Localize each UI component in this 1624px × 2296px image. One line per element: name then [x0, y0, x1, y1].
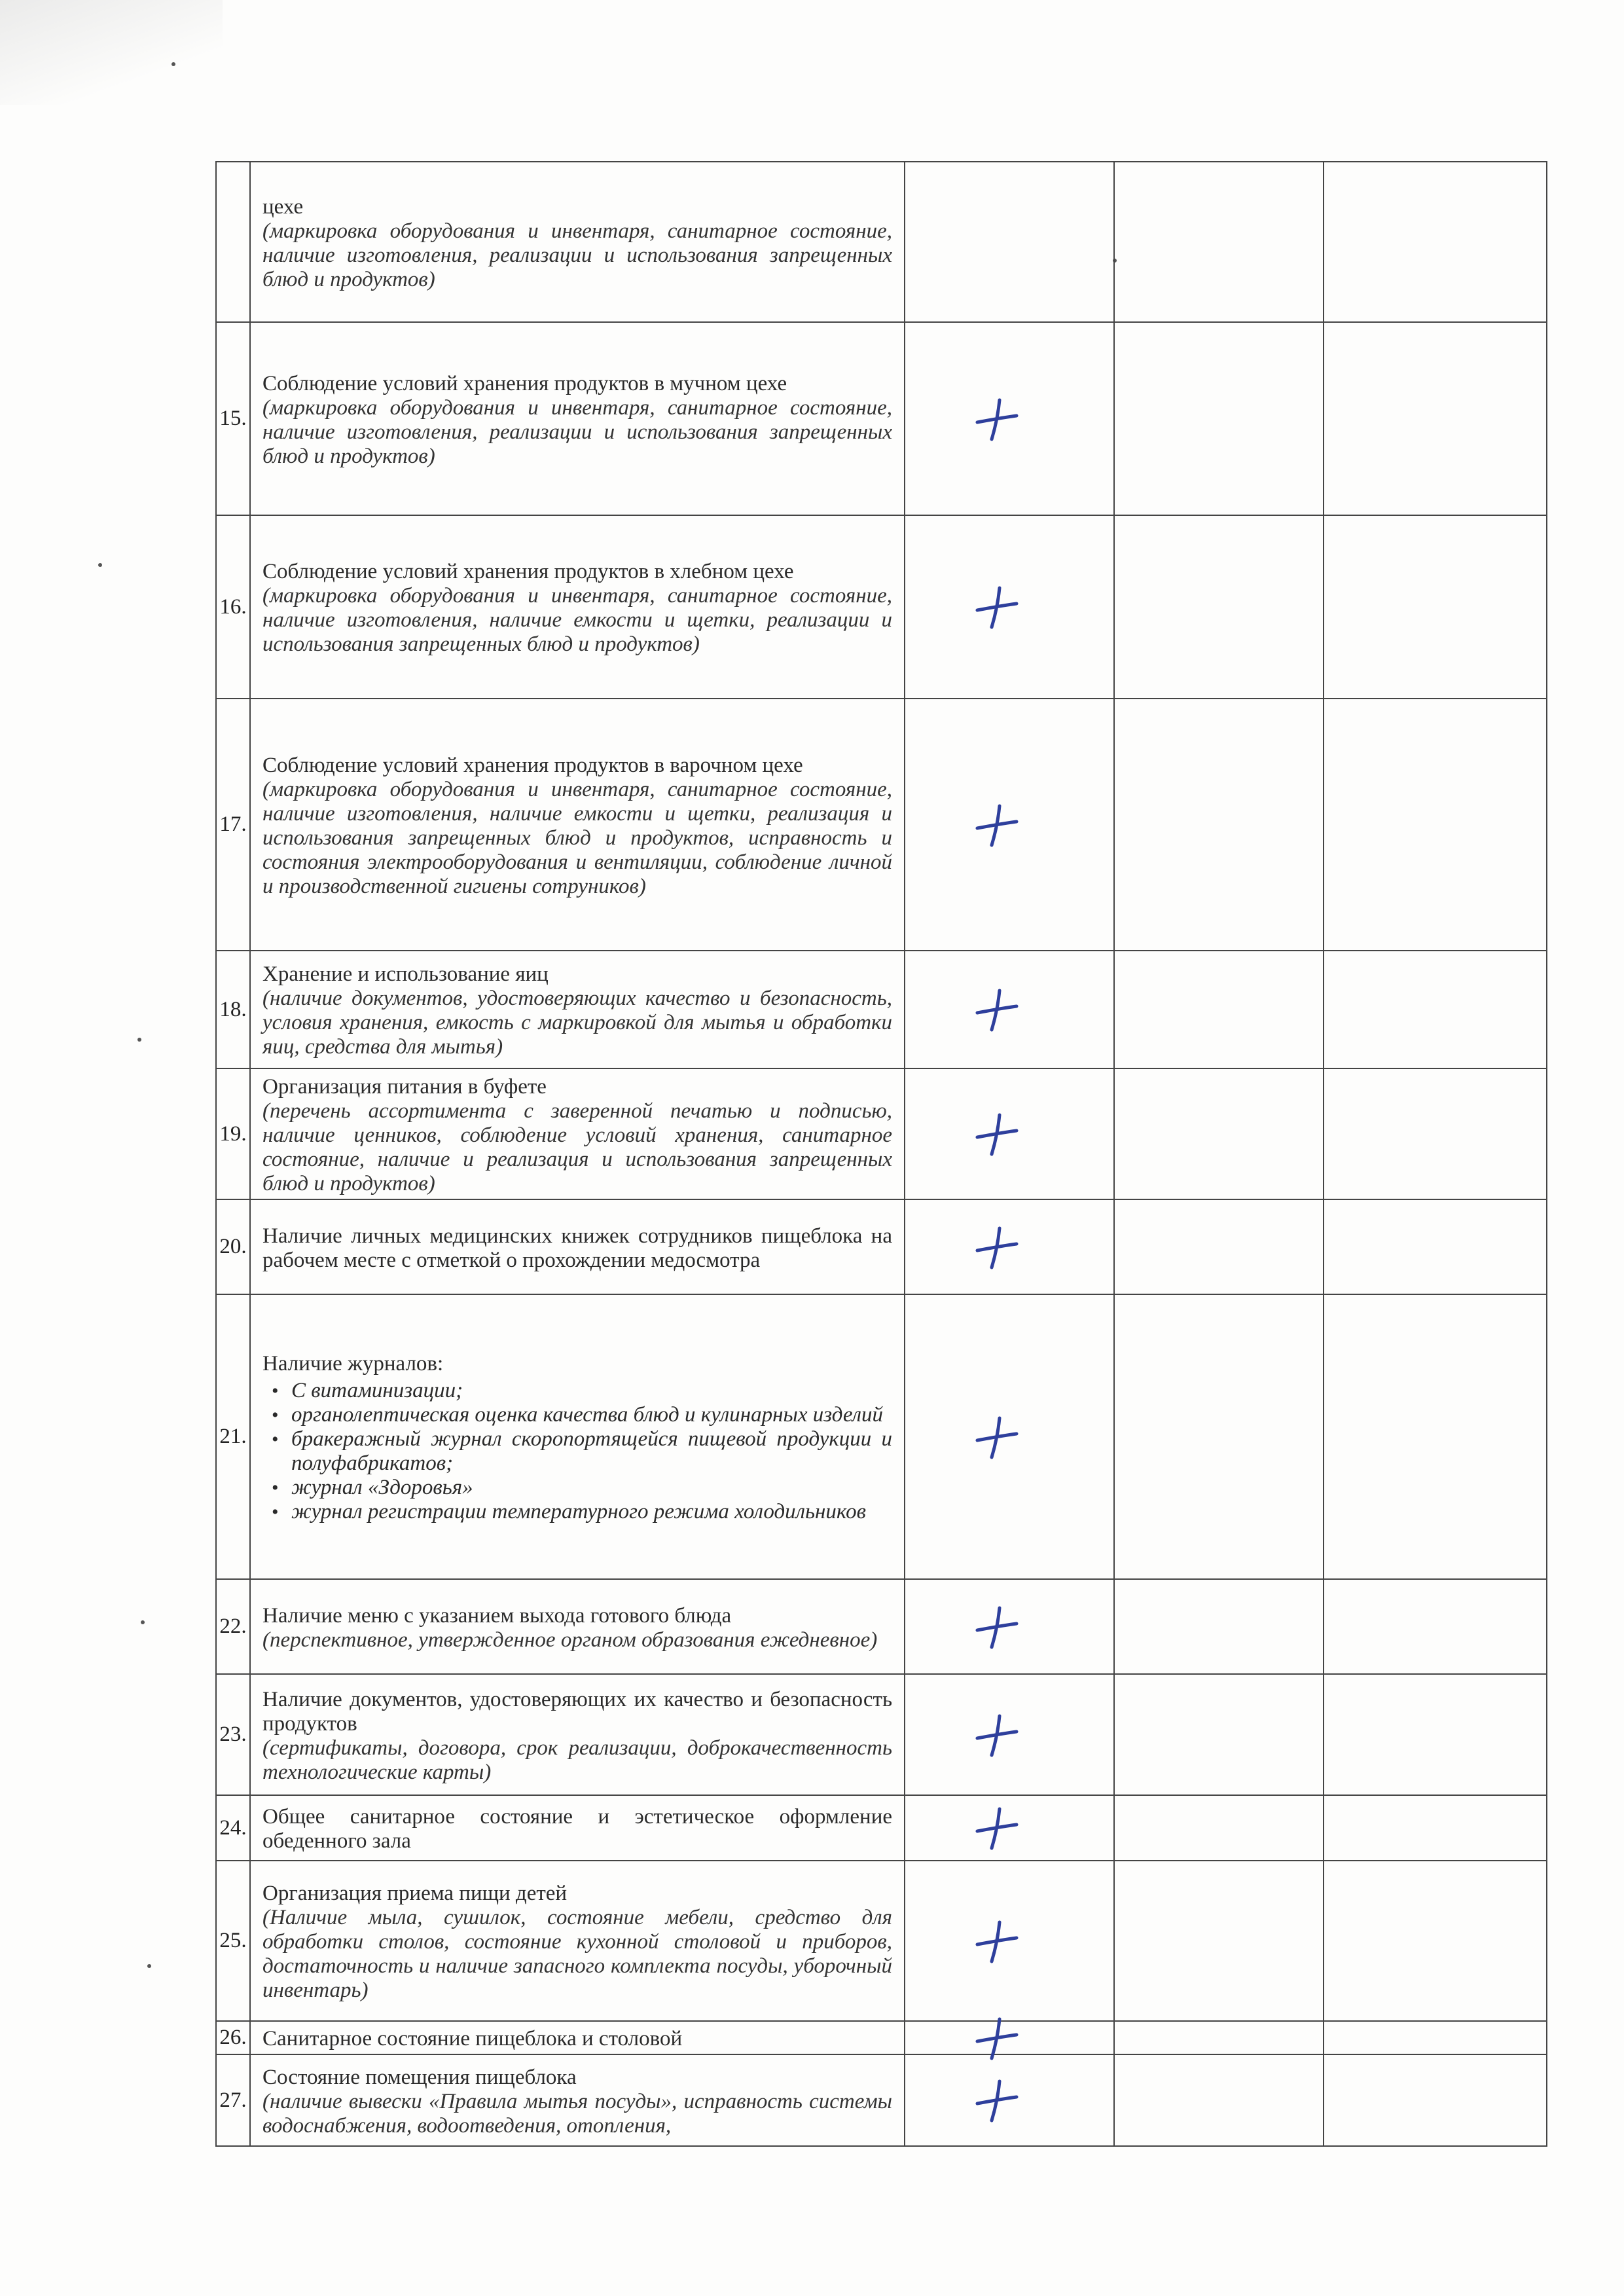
row-number: 22.: [216, 1579, 250, 1674]
scan-speck: [147, 1964, 151, 1968]
compliance-no-cell: [1114, 1068, 1324, 1199]
requirement-cell: [250, 699, 905, 951]
remarks-cell: [1324, 162, 1547, 322]
requirement-title: Организация питания в буфете: [262, 1074, 547, 1099]
requirement-cell: [250, 2054, 905, 2146]
remarks-cell: [1324, 951, 1547, 1068]
compliance-yes-cell: [905, 2021, 1114, 2054]
scan-speck: [171, 62, 175, 66]
requirement-cell: [250, 1199, 905, 1294]
journal-list-item: • органолептическая оценка качества блюд и кулинарных изделий: [291, 1403, 892, 1427]
compliance-yes-cell: [905, 1861, 1114, 2021]
compliance-no-cell: [1114, 951, 1324, 1068]
requirement-details: (перспективное, утвержденное органом образования ежедневное): [262, 1628, 878, 1652]
compliance-yes-cell: [905, 515, 1114, 699]
compliance-no-cell: [1114, 699, 1324, 951]
compliance-yes-cell: [905, 951, 1114, 1068]
compliance-no-cell: [1114, 1294, 1324, 1579]
requirement-cell: [250, 515, 905, 699]
compliance-yes-cell: [905, 1579, 1114, 1674]
remarks-cell: [1324, 1861, 1547, 2021]
compliance-yes-cell: [905, 1199, 1114, 1294]
handwritten-plus-icon: [973, 987, 1019, 1032]
remarks-cell: [1324, 1294, 1547, 1579]
row-number: 19.: [216, 1068, 250, 1199]
compliance-no-cell: [1114, 1861, 1324, 2021]
remarks-cell: [1324, 1068, 1547, 1199]
checklist-row: [216, 162, 1547, 322]
requirement-title: Наличие журналов:: [262, 1352, 444, 1376]
row-number: 21.: [216, 1294, 250, 1579]
requirement-title: Организация приема пищи детей: [262, 1882, 568, 1905]
compliance-yes-cell: [905, 1294, 1114, 1579]
requirement-title: Соблюдение условий хранения продуктов в мучном цехе: [262, 371, 787, 395]
compliance-no-cell: [1114, 1795, 1324, 1861]
compliance-no-cell: [1114, 1579, 1324, 1674]
requirement-cell: [250, 1579, 905, 1674]
compliance-yes-cell: [905, 322, 1114, 515]
remarks-cell: [1324, 2054, 1547, 2146]
compliance-no-cell: [1114, 515, 1324, 699]
remarks-cell: [1324, 515, 1547, 699]
handwritten-plus-icon: [973, 2015, 1019, 2061]
compliance-yes-cell: [905, 162, 1114, 322]
requirement-details: (маркировка оборудования и инвентаря, санитарное состояние, наличие изготовления, наличие емкости и щетки, реализации и использования запрещенных блюд и продуктов): [262, 584, 892, 656]
requirement-cell: [250, 1795, 905, 1861]
requirement-cell: [250, 1861, 905, 2021]
requirement-title: Наличие документов, удостоверяющих их качество и безопасность продуктов: [262, 1687, 892, 1736]
compliance-no-cell: [1114, 2021, 1324, 2054]
journal-list-item: • журнал регистрации температурного режима холодильников: [291, 1500, 892, 1524]
checklist-row: [216, 322, 1547, 515]
checklist-row: [216, 1199, 1547, 1294]
remarks-cell: [1324, 322, 1547, 515]
journal-list-item: • бракеражный журнал скоропортящейся пищевой продукции и полуфабрикатов;: [291, 1427, 892, 1476]
row-number: 25.: [216, 1861, 250, 2021]
checklist-row: [216, 2054, 1547, 2146]
compliance-yes-cell: [905, 1068, 1114, 1199]
requirement-title: Наличие личных медицинских книжек сотрудников пищеблока на рабочем месте с отметкой о прохождении медосмотра: [262, 1224, 892, 1272]
requirement-title: Соблюдение условий хранения продуктов в хлебном цехе: [262, 560, 794, 583]
requirement-title: цехе: [262, 194, 304, 219]
requirement-details: (Наличие мыла, сушилок, состояние мебели, средство для обработки столов, состояние кухонной столовой и приборов, достаточность и наличие запасного комплекта посуды, уборочный инвентарь): [262, 1906, 892, 2002]
requirement-title: Соблюдение условий хранения продуктов в варочном цехе: [262, 753, 803, 777]
inspection-checklist-table: [215, 161, 1547, 2147]
checklist-row: [216, 1795, 1547, 1861]
requirement-cell: [250, 951, 905, 1068]
requirement-title: Общее санитарное состояние и эстетическое оформление обеденного зала: [262, 1805, 892, 1853]
compliance-no-cell: [1114, 322, 1324, 515]
checklist-row: [216, 1068, 1547, 1199]
handwritten-plus-icon: [973, 584, 1019, 630]
handwritten-plus-icon: [973, 1918, 1019, 1964]
scan-speck: [141, 1620, 145, 1624]
compliance-yes-cell: [905, 699, 1114, 951]
handwritten-plus-icon: [973, 1712, 1019, 1758]
requirement-details: (наличие документов, удостоверяющих качество и безопасность, условия хранения, емкость с маркировкой для мытья и обработки яиц, средства для мытья): [262, 987, 892, 1059]
remarks-cell: [1324, 1795, 1547, 1861]
journal-list-item: • С витаминизации;: [291, 1379, 892, 1403]
requirement-cell: [250, 2021, 905, 2054]
requirement-details: (сертификаты, договора, срок реализации, доброкачественность технологические карты): [262, 1736, 892, 1784]
checklist-row: [216, 515, 1547, 699]
requirement-details: (маркировка оборудования и инвентаря, санитарное состояние, наличие изготовления, реализации и использования запрещенных блюд и продуктов): [262, 395, 892, 468]
remarks-cell: [1324, 1579, 1547, 1674]
row-number: 18.: [216, 951, 250, 1068]
row-number: 16.: [216, 515, 250, 699]
requirement-cell: [250, 1294, 905, 1579]
remarks-cell: [1324, 1199, 1547, 1294]
compliance-no-cell: [1114, 162, 1324, 322]
handwritten-plus-icon: [973, 2077, 1019, 2123]
row-number: 17.: [216, 699, 250, 951]
checklist-row: [216, 1579, 1547, 1674]
checklist-row: [216, 1674, 1547, 1795]
compliance-yes-cell: [905, 1795, 1114, 1861]
remarks-cell: [1324, 699, 1547, 951]
requirement-cell: [250, 1068, 905, 1199]
scan-speck: [137, 1038, 141, 1042]
scan-shadow: [0, 0, 223, 105]
row-number: 23.: [216, 1674, 250, 1795]
handwritten-plus-icon: [973, 1604, 1019, 1650]
requirement-details: (маркировка оборудования и инвентаря, санитарное состояние, наличие изготовления, реализации и использования запрещенных блюд и продуктов): [262, 219, 892, 291]
row-number: [216, 162, 250, 322]
requirement-details: (перечень ассортимента с заверенной печатью и подписью, наличие ценников, соблюдение условий хранения, санитарное состояние, наличие и реализация и использования запрещенных блюд и продуктов): [262, 1099, 892, 1195]
requirement-title: Наличие меню с указанием выхода готового блюда: [262, 1603, 732, 1628]
handwritten-plus-icon: [973, 1224, 1019, 1270]
compliance-yes-cell: [905, 1674, 1114, 1795]
row-number: 20.: [216, 1199, 250, 1294]
requirement-details: (наличие вывески «Правила мытья посуды», исправность системы водоснабжения, водоотведения, отопления,: [262, 2089, 892, 2138]
remarks-cell: [1324, 2021, 1547, 2054]
journal-list: [262, 1379, 892, 1524]
compliance-no-cell: [1114, 2054, 1324, 2146]
requirement-title: Санитарное состояние пищеблока и столовой: [262, 2027, 683, 2050]
checklist-row: [216, 2021, 1547, 2054]
row-number: 24.: [216, 1795, 250, 1861]
requirement-title: Хранение и использование яиц: [262, 962, 549, 986]
checklist-row: [216, 1294, 1547, 1579]
handwritten-plus-icon: [973, 1414, 1019, 1460]
compliance-yes-cell: [905, 2054, 1114, 2146]
handwritten-plus-icon: [973, 1805, 1019, 1851]
checklist-body: [216, 162, 1547, 2146]
compliance-no-cell: [1114, 1674, 1324, 1795]
handwritten-plus-icon: [973, 802, 1019, 848]
row-number: 26.: [216, 2021, 250, 2054]
requirement-title: Состояние помещения пищеблока: [262, 2065, 577, 2089]
row-number: 27.: [216, 2054, 250, 2146]
compliance-no-cell: [1114, 1199, 1324, 1294]
journal-list-item: • журнал «Здоровья»: [291, 1476, 892, 1500]
requirement-cell: [250, 1674, 905, 1795]
checklist-row: [216, 951, 1547, 1068]
handwritten-plus-icon: [973, 1111, 1019, 1157]
checklist-row: [216, 699, 1547, 951]
remarks-cell: [1324, 1674, 1547, 1795]
requirement-cell: [250, 322, 905, 515]
row-number: 15.: [216, 322, 250, 515]
scan-speck: [98, 563, 102, 567]
requirement-cell: [250, 162, 905, 322]
handwritten-plus-icon: [973, 396, 1019, 442]
requirement-details: (маркировка оборудования и инвентаря, санитарное состояние, наличие изготовления, наличие емкости и щетки, реализация и использования запрещенных блюд и продуктов, исправность и состояния электрооборудования и вентиляции, соблюдение личной и производственной гигиены сотруников): [262, 777, 892, 898]
checklist-row: [216, 1861, 1547, 2021]
